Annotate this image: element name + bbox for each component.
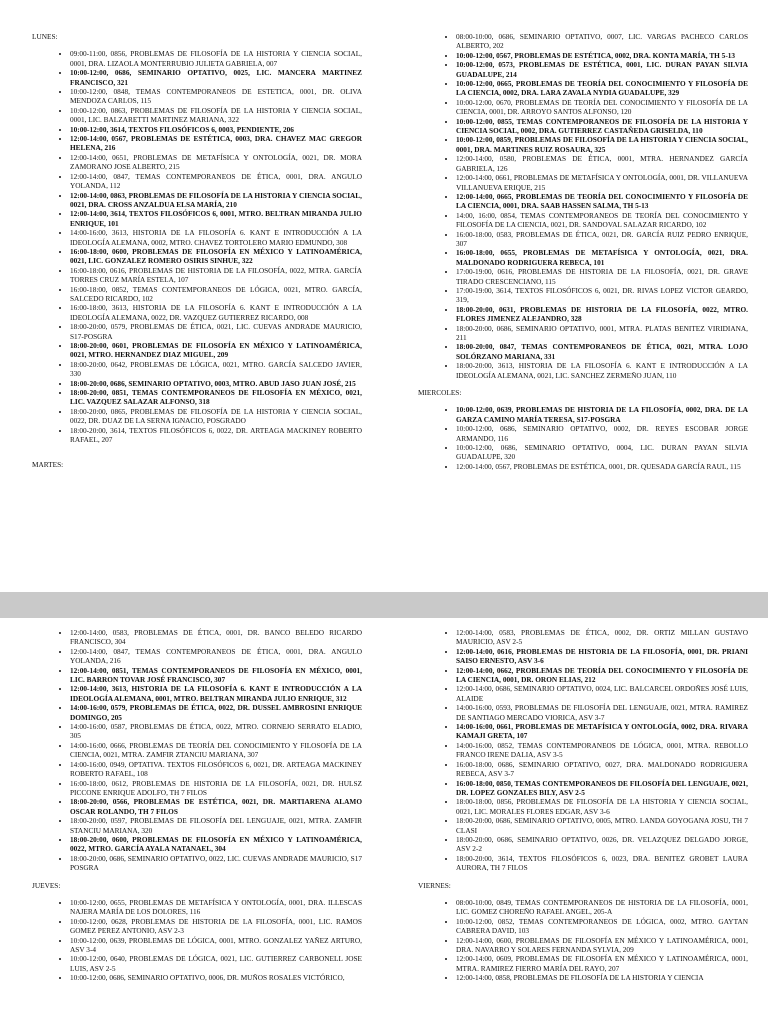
schedule-entry: • 18:00-20:00, 0851, TEMAS CONTEMPORANEOS DE FILOSOFÍA EN MÉXICO, 0021, LIC. VAZQUEZ SALAZAR ALFONSO, 318 — [70, 388, 362, 407]
schedule-entry: • 14:00-16:00, 0949, OPTATIVA. TEXTOS FILOSÓFICOS 6, 0021, DR. ARTEAGA MACKINEY ROBERTO RAFAEL, 108 — [70, 760, 362, 779]
schedule-entry: • 18:00-20:00, 0686, SEMINARIO OPTATIVO, 0022, LIC. CUEVAS ANDRADE MAURICIO, S17 POSGRA — [70, 854, 362, 873]
page-gap — [0, 592, 768, 618]
schedule-list — [418, 405, 748, 471]
day-heading-miercoles: MIERCOLES: — [418, 388, 462, 398]
day-heading-jueves: JUEVES: — [32, 880, 61, 890]
schedule-entry: • 18:00-20:00, 0686, SEMINARIO OPTATIVO, 0001, MTRA. PLATAS BENITEZ VIRIDIANA, 211 — [456, 324, 748, 343]
schedule-entry: • 12:00-14:00, 0580, PROBLEMAS DE ÉTICA, 0001, MTRA. HERNANDEZ GARCÍA GABRIELA, 126 — [456, 154, 748, 173]
schedule-entry: • 14:00-16:00, 0587, PROBLEMAS DE ÉTICA, 0022, MTRO. CORNEJO SERRATO ELADIO, 305 — [70, 722, 362, 741]
schedule-entry: • 14:00-16:00, 0852, TEMAS CONTEMPORANEOS DE LÓGICA, 0001, MTRA. REBOLLO FRANCO IRENE DALIA, ASV 3-5 — [456, 741, 748, 760]
schedule-entry: • 12:00-14:00, 0858, PROBLEMAS DE FILOSOFÍA DE LA HISTORIA Y CIENCIA — [456, 973, 748, 982]
schedule-entry: • 08:00-10:00, 0849, TEMAS CONTEMPORANEOS DE HISTORIA DE LA FILOSOFÍA, 0001, LIC. GOMEZ CHOREÑO RAFAEL ANGEL, 205-A — [456, 898, 748, 917]
schedule-entry: • 10:00-12:00, 0573, PROBLEMAS DE ESTÉTICA, 0001, LIC. DURAN PAYAN SILVIA GUADALUPE, 214 — [456, 60, 748, 79]
schedule-entry: • 10:00-12:00, 0670, PROBLEMAS DE TEORÍA DEL CONOCIMIENTO Y FILOSOFÍA DE LA CIENCIA, 0001, DR. ARROYO SANTOS ALFONSO, 120 — [456, 98, 748, 117]
schedule-entry: • 18:00-20:00, 0642, PROBLEMAS DE LÓGICA, 0021, MTRO. GARCÍA SALCEDO JAVIER, 330 — [70, 360, 362, 379]
schedule-entry: • 10:00-12:00, 3614, TEXTOS FILOSÓFICOS 6, 0003, PENDIENTE, 206 — [70, 125, 362, 134]
schedule-entry: • 12:00-14:00, 3614, TEXTOS FILOSÓFICOS 6, 0001, MTRO. BELTRAN MIRANDA JULIO ENRIQUE, 101 — [70, 209, 362, 228]
schedule-entry: • 17:00-19:00, 3614, TEXTOS FILOSÓFICOS 6, 0021, DR. RIVAS LOPEZ VICTOR GEARDO, 319, — [456, 286, 748, 305]
schedule-entry: • 18:00-20:00, 3614, TEXTOS FILOSÓFICOS 6, 0022, DR. ARTEAGA MACKINEY ROBERTO RAFAEL, 207 — [70, 426, 362, 445]
schedule-entry: • 16:00-18:00, 0583, PROBLEMAS DE ÉTICA, 0021, DR. GARCÍA RUIZ PEDRO ENRIQUE, 307 — [456, 230, 748, 249]
schedule-list — [418, 32, 748, 380]
schedule-entry: • 16:00-18:00, 0616, PROBLEMAS DE HISTORIA DE LA FILOSOFÍA, 0022, MTRA. GARCÍA TORRES CRUZ MARÍA ESTELA, 107 — [70, 266, 362, 285]
schedule-list — [418, 898, 748, 983]
page2-right-column — [418, 628, 748, 991]
schedule-entry: • 14:00-16:00, 0579, PROBLEMAS DE ÉTICA, 0022, DR. DUSSEL AMBROSINI ENRIQUE DOMINGO, 205 — [70, 703, 362, 722]
schedule-entry: • 12:00-14:00, 0609, PROBLEMAS DE FILOSOFÍA EN MÉXICO Y LATINOAMÉRICA, 0001, MTRA. RAMIREZ FIERRO MARÍA DEL RAYO, 207 — [456, 954, 748, 973]
schedule-entry: • 10:00-12:00, 0567, PROBLEMAS DE ESTÉTICA, 0002, DRA. KONTA MARÍA, TH 5-13 — [456, 51, 748, 60]
schedule-entry: • 14:00-16:00, 0666, PROBLEMAS DE TEORÍA DEL CONOCIMIENTO Y FILOSOFÍA DE LA CIENCIA, 0021, MTRA. ZAMFIR ZTANCIU MARIANA, 307 — [70, 741, 362, 760]
schedule-entry: • 08:00-10:00, 0686, SEMINARIO OPTATIVO, 0007, LIC. VARGAS PACHECO CARLOS ALBERTO, 202 — [456, 32, 748, 51]
schedule-entry: • 18:00-20:00, 0631, PROBLEMAS DE HISTORIA DE LA FILOSOFÍA, 0022, MTRO. FLORES JIMENEZ ALEJANDRO, 328 — [456, 305, 748, 324]
schedule-list — [418, 628, 748, 873]
schedule-entry: • 12:00-14:00, 0651, PROBLEMAS DE METAFÍSICA Y ONTOLOGÍA, 0021, DR. MORA ZAMORANO JOSE ALBERTO, 215 — [70, 153, 362, 172]
schedule-entry: • 18:00-20:00, 0566, PROBLEMAS DE ESTÉTICA, 0021, DR. MARTIARENA ALAMO OSCAR ROLANDO, TH 7 FILOS — [70, 797, 362, 816]
schedule-list — [32, 628, 362, 873]
schedule-entry: • 10:00-12:00, 0686, SEMINARIO OPTATIVO, 0002, DR. REYES ESCOBAR JORGE ARMANDO, 116 — [456, 424, 748, 443]
schedule-entry: • 18:00-20:00, 0597, PROBLEMAS DE FILOSOFÍA DEL LENGUAJE, 0021, MTRA. ZAMFIR STANCIU MARIANA, 320 — [70, 816, 362, 835]
schedule-entry: • 10:00-12:00, 0686, SEMINARIO OPTATIVO, 0025, LIC. MANCERA MARTINEZ FRANCISCO, 321 — [70, 68, 362, 87]
schedule-entry: • 12:00-14:00, 0686, SEMINARIO OPTATIVO, 0024, LIC. BALCARCEL ORDOÑES JOSÉ LUIS, ALAIDE — [456, 684, 748, 703]
schedule-entry: • 12:00-14:00, 0661, PROBLEMAS DE METAFÍSICA Y ONTOLOGÍA, 0001, DR. VILLANUEVA VILLANUEVA ERIQUE, 215 — [456, 173, 748, 192]
schedule-entry: • 12:00-14:00, 0863, PROBLEMAS DE FILOSOFÍA DE LA HISTORIA Y CIENCIA SOCIAL, 0021, DRA. CROSS ANZALDUA ELSA MARÍA, 210 — [70, 191, 362, 210]
schedule-entry: • 16:00-18:00, 3613, HISTORIA DE LA FILOSOFÍA 6. KANT E INTRODUCCIÓN A LA IDEOLOGÍA ALEMANA, 0022, DR. VAZQUEZ GUTIERREZ RICARDO, 008 — [70, 303, 362, 322]
document-page-2 — [0, 618, 768, 1024]
schedule-entry: • 12:00-14:00, 3613, HISTORIA DE LA FILOSOFÍA 6. KANT E INTRODUCCIÓN A LA IDEOLOGÍA ALEMANA, 0001, MTRO. BELTRAN MIRANDA JULIO ENRIQUE, 312 — [70, 684, 362, 703]
schedule-entry: • 12:00-14:00, 0665, PROBLEMAS DE TEORÍA DEL CONOCIMIENTO Y FILOSOFÍA DE LA CIENCIA, 0001, DRA. SAAB HASSEN SALMA, TH 5-13 — [456, 192, 748, 211]
schedule-entry: • 16:00-18:00, 0686, SEMINARIO OPTATIVO, 0027, DRA. MALDONADO RODRIGUERA REBECA, ASV 3-7 — [456, 760, 748, 779]
schedule-entry: • 12:00-14:00, 0847, TEMAS CONTEMPORANEOS DE ÉTICA, 0001, DRA. ANGULO YOLANDA, 216 — [70, 647, 362, 666]
schedule-entry: • 18:00-20:00, 0579, PROBLEMAS DE ÉTICA, 0021, LIC. CUEVAS ANDRADE MAURICIO, S17-POSGRA — [70, 322, 362, 341]
schedule-entry: • 10:00-12:00, 0640, PROBLEMAS DE LÓGICA, 0021, LIC. GUTIERREZ CARBONELL JOSE LUIS, ASV 2-5 — [70, 954, 362, 973]
schedule-entry: • 10:00-12:00, 0639, PROBLEMAS DE HISTORIA DE LA FILOSOFÍA, 0002, DRA. DE LA GARZA CAMINO MARÍA TERESA, S17-POSGRA — [456, 405, 748, 424]
schedule-entry: • 10:00-12:00, 0655, PROBLEMAS DE METAFÍSICA Y ONTOLOGÍA, 0001, DRA. ILLESCAS NAJERA MARÍA DE LOS DOLORES, 116 — [70, 898, 362, 917]
schedule-entry: • 10:00-12:00, 0859, PROBLEMAS DE FILOSOFÍA DE LA HISTORIA Y CIENCIA SOCIAL, 0001, DRA. MARTINES RUIZ ROSAURA, 325 — [456, 135, 748, 154]
schedule-entry: • 12:00-14:00, 0567, PROBLEMAS DE ESTÉTICA, 0001, DR. QUESADA GARCÍA RAUL, 115 — [456, 462, 748, 471]
page2-left-column — [32, 628, 362, 991]
schedule-entry: • 09:00-11:00, 0856, PROBLEMAS DE FILOSOFÍA DE LA HISTORIA Y CIENCIA SOCIAL, 0001, DRA. LIZAOLA MONTERRUBIO JULIETA GABRIELA, 007 — [70, 49, 362, 68]
schedule-entry: • 14:00-16:00, 3613, HISTORIA DE LA FILOSOFÍA 6. KANT E INTRODUCCIÓN A LA IDEOLOGÍA ALEMANA, 0002, MTRO. CHAVEZ TORTOLERO MARIO EDMUNDO, 308 — [70, 228, 362, 247]
schedule-entry: • 10:00-12:00, 0665, PROBLEMAS DE TEORÍA DEL CONOCIMIENTO Y FILOSOFÍA DE LA CIENCIA, 0002, DRA. LARA ZAVALA NYDIA GUADALUPE, 329 — [456, 79, 748, 98]
schedule-entry: • 18:00-20:00, 3614, TEXTOS FILOSÓFICOS 6, 0023, DRA. BENITEZ GROBET LAURA AURORA, TH 7 FILOS — [456, 854, 748, 873]
schedule-entry: • 12:00-14:00, 0616, PROBLEMAS DE HISTORIA DE LA FILOSOFÍA, 0001, DR. PRIANI SAISO ERNESTO, ASV 3-6 — [456, 647, 748, 666]
schedule-entry: • 10:00-12:00, 0686, SEMINARIO OPTATIVO, 0004, LIC. DURAN PAYAN SILVIA GUADALUPE, 320 — [456, 443, 748, 462]
schedule-entry: • 18:00-20:00, 0601, PROBLEMAS DE FILOSOFÍA EN MÉXICO Y LATINOAMÉRICA, 0021, MTRO. HERNANDEZ DIAZ MIGUEL, 209 — [70, 341, 362, 360]
schedule-list — [32, 49, 362, 444]
schedule-entry: • 12:00-14:00, 0567, PROBLEMAS DE ESTÉTICA, 0003, DRA. CHAVEZ MAC GREGOR HELENA, 216 — [70, 134, 362, 153]
schedule-entry: • 18:00-20:00, 0600, PROBLEMAS DE FILOSOFÍA EN MÉXICO Y LATINOAMÉRICA, 0022, MTRO. GARCÍA AYALA NATANAEL, 304 — [70, 835, 362, 854]
schedule-entry: • 14:00-16:00, 0593, PROBLEMAS DE FILOSOFÍA DEL LENGUAJE, 0021, MTRA. RAMIREZ DE SANTIAGO MERCADO VIORICA, ASV 3-7 — [456, 703, 748, 722]
schedule-entry: • 10:00-12:00, 0639, PROBLEMAS DE LÓGICA, 0001, MTRO. GONZALEZ YAÑEZ ARTURO, ASV 3-4 — [70, 936, 362, 955]
schedule-entry: • 16:00-18:00, 0655, PROBLEMAS DE METAFÍSICA Y ONTOLOGÍA, 0021, DRA. MALDONADO RODRIGUERA REBECA, 101 — [456, 248, 748, 267]
schedule-entry: • 14:00-16:00, 0661, PROBLEMAS DE METAFÍSICA Y ONTOLOGÍA, 0002, DRA. RIVARA KAMAJI GRETA, 107 — [456, 722, 748, 741]
schedule-entry: • 10:00-12:00, 0848, TEMAS CONTEMPORANEOS DE ESTETICA, 0001, DR. OLIVA MENDOZA CARLOS, 115 — [70, 87, 362, 106]
day-heading-martes: MARTES: — [32, 460, 64, 470]
day-heading-lunes: LUNES: — [32, 32, 58, 41]
schedule-entry: • 12:00-14:00, 0851, TEMAS CONTEMPORANEOS DE FILOSOFÍA EN MÉXICO, 0001, LIC. BARRON TOVAR JOSÉ FRANCISCO, 307 — [70, 666, 362, 685]
day-heading-viernes: VIERNES: — [418, 880, 451, 890]
schedule-entry: • 16:00-18:00, 0612, PROBLEMAS DE HISTORIA DE LA FILOSOFÍA, 0021, DR. HULSZ PICCONE ENRIQUE ADOLFO, TH 7 FILOS — [70, 779, 362, 798]
schedule-entry: • 10:00-12:00, 0852, TEMAS CONTEMPORANEOS DE LÓGICA, 0002, MTRO. GAYTAN CABRERA DAVID, 103 — [456, 917, 748, 936]
schedule-entry: • 10:00-12:00, 0863, PROBLEMAS DE FILOSOFÍA DE LA HISTORIA Y CIENCIA SOCIAL, 0001, LIC. BALZARETTI MARTINEZ MARIANA, 322 — [70, 106, 362, 125]
schedule-entry: • 10:00-12:00, 0628, PROBLEMAS DE HISTORIA DE LA FILOSOFÍA, 0001, LIC. RAMOS GOMEZ PEREZ ANTONIO, ASV 2-3 — [70, 917, 362, 936]
schedule-entry: • 12:00-14:00, 0583, PROBLEMAS DE ÉTICA, 0001, DR. BANCO BELEDO RICARDO FRANCISCO, 304 — [70, 628, 362, 647]
schedule-entry: • 12:00-14:00, 0600, PROBLEMAS DE FILOSOFÍA EN MÉXICO Y LATINOAMÉRICA, 0001, DRA. NAVARRO Y SOLARES FERNANDA SYLVIA, 209 — [456, 936, 748, 955]
schedule-entry: • 18:00-20:00, 0686, SEMINARIO OPTATIVO, 0026, DR. VELAZQUEZ DELGADO JORGE, ASV 2-2 — [456, 835, 748, 854]
schedule-entry: • 18:00-20:00, 0847, TEMAS CONTEMPORANEOS DE ÉTICA, 0021, MTRA. LOJO SOLÓRZANO MARIANA, 331 — [456, 342, 748, 361]
schedule-entry: • 18:00-20:00, 0686, SEMINARIO OPTATIVO, 0005, MTRO. LANDA GOYOGANA JOSU, TH 7 CLASI — [456, 816, 748, 835]
schedule-entry: • 16:00-18:00, 0600, PROBLEMAS DE FILOSOFÍA EN MÉXICO Y LATINOAMÉRICA, 0021, LIC. GONZALEZ ROMERO OSIRIS SINHUE, 322 — [70, 247, 362, 266]
schedule-entry: • 16:00-18:00, 0852, TEMAS CONTEMPORANEOS DE LÓGICA, 0021, MTRO. GARCÍA, SALCEDO RICARDO, 102 — [70, 285, 362, 304]
page1-left-column — [32, 32, 362, 478]
schedule-entry: • 18:00-20:00, 3613, HISTORIA DE LA FILOSOFÍA 6. KANT E INTRODUCCIÓN A LA IDEOLOGÍA ALEMANA, 0021, LIC. SANCHEZ ZERMEÑO JUAN, 110 — [456, 361, 748, 380]
schedule-entry: • 12:00-14:00, 0583, PROBLEMAS DE ÉTICA, 0002, DR. ORTIZ MILLAN GUSTAVO MAURICIO, ASV 2-5 — [456, 628, 748, 647]
schedule-entry: • 12:00-14:00, 0662, PROBLEMAS DE TEORÍA DEL CONOCIMIENTO Y FILOSOFÍA DE LA CIENCIA, 0001, DR. ORON ELIAS, 212 — [456, 666, 748, 685]
schedule-entry: • 12:00-14:00, 0847, TEMAS CONTEMPORANEOS DE ÉTICA, 0001, DRA. ANGULO YOLANDA, 112 — [70, 172, 362, 191]
schedule-entry: • 14:00, 16:00, 0854, TEMAS CONTEMPORANEOS DE TEORÍA DEL CONOCIMIENTO Y FILOSOFÍA DE LA CIENCIA, 0021, DR. SANDOVAL SALAZAR RICARDO, 102 — [456, 211, 748, 230]
schedule-entry: • 10:00-12:00, 0855, TEMAS CONTEMPORANEOS DE FILOSOFÍA DE LA HISTORIA Y CIENCIA SOCIAL, 0002, DRA. GUTIERREZ CASTAÑEDA GRISELDA, 110 — [456, 117, 748, 136]
schedule-entry: • 18:00-18:00, 0856, PROBLEMAS DE FILOSOFÍA DE LA HISTORIA Y CIENCIA SOCIAL, 0021, LIC. MORALES FLORES EDGAR, ASV 3-6 — [456, 797, 748, 816]
schedule-entry: • 16:00-18:00, 0850, TEMAS CONTEMPORANEOS DE FILOSOFÍA DEL LENGUAJE, 0021, DR. LOPEZ GONZALES BILY, ASV 2-5 — [456, 779, 748, 798]
schedule-entry: • 18:00-20:00, 0686, SEMINARIO OPTATIVO, 0003, MTRO. ABUD JASO JUAN JOSÉ, 215 — [70, 379, 362, 388]
schedule-entry: • 10:00-12:00, 0686, SEMINARIO OPTATIVO, 0006, DR. MUÑOS ROSALES VICTÓRICO, — [70, 973, 362, 982]
schedule-entry: • 17:00-19:00, 0616, PROBLEMAS DE HISTORIA DE LA FILOSOFÍA, 0021, DR. GRAVE TIRADO CRESCENCIANO, 115 — [456, 267, 748, 286]
schedule-entry: • 18:00-20:00, 0865, PROBLEMAS DE FILOSOFÍA DE LA HISTORIA Y CIENCIA SOCIAL, 0022, DR. DUAZ DE LA SERNA IGNACIO, POSGRADO — [70, 407, 362, 426]
schedule-list — [32, 898, 362, 983]
page1-right-column — [418, 32, 748, 479]
